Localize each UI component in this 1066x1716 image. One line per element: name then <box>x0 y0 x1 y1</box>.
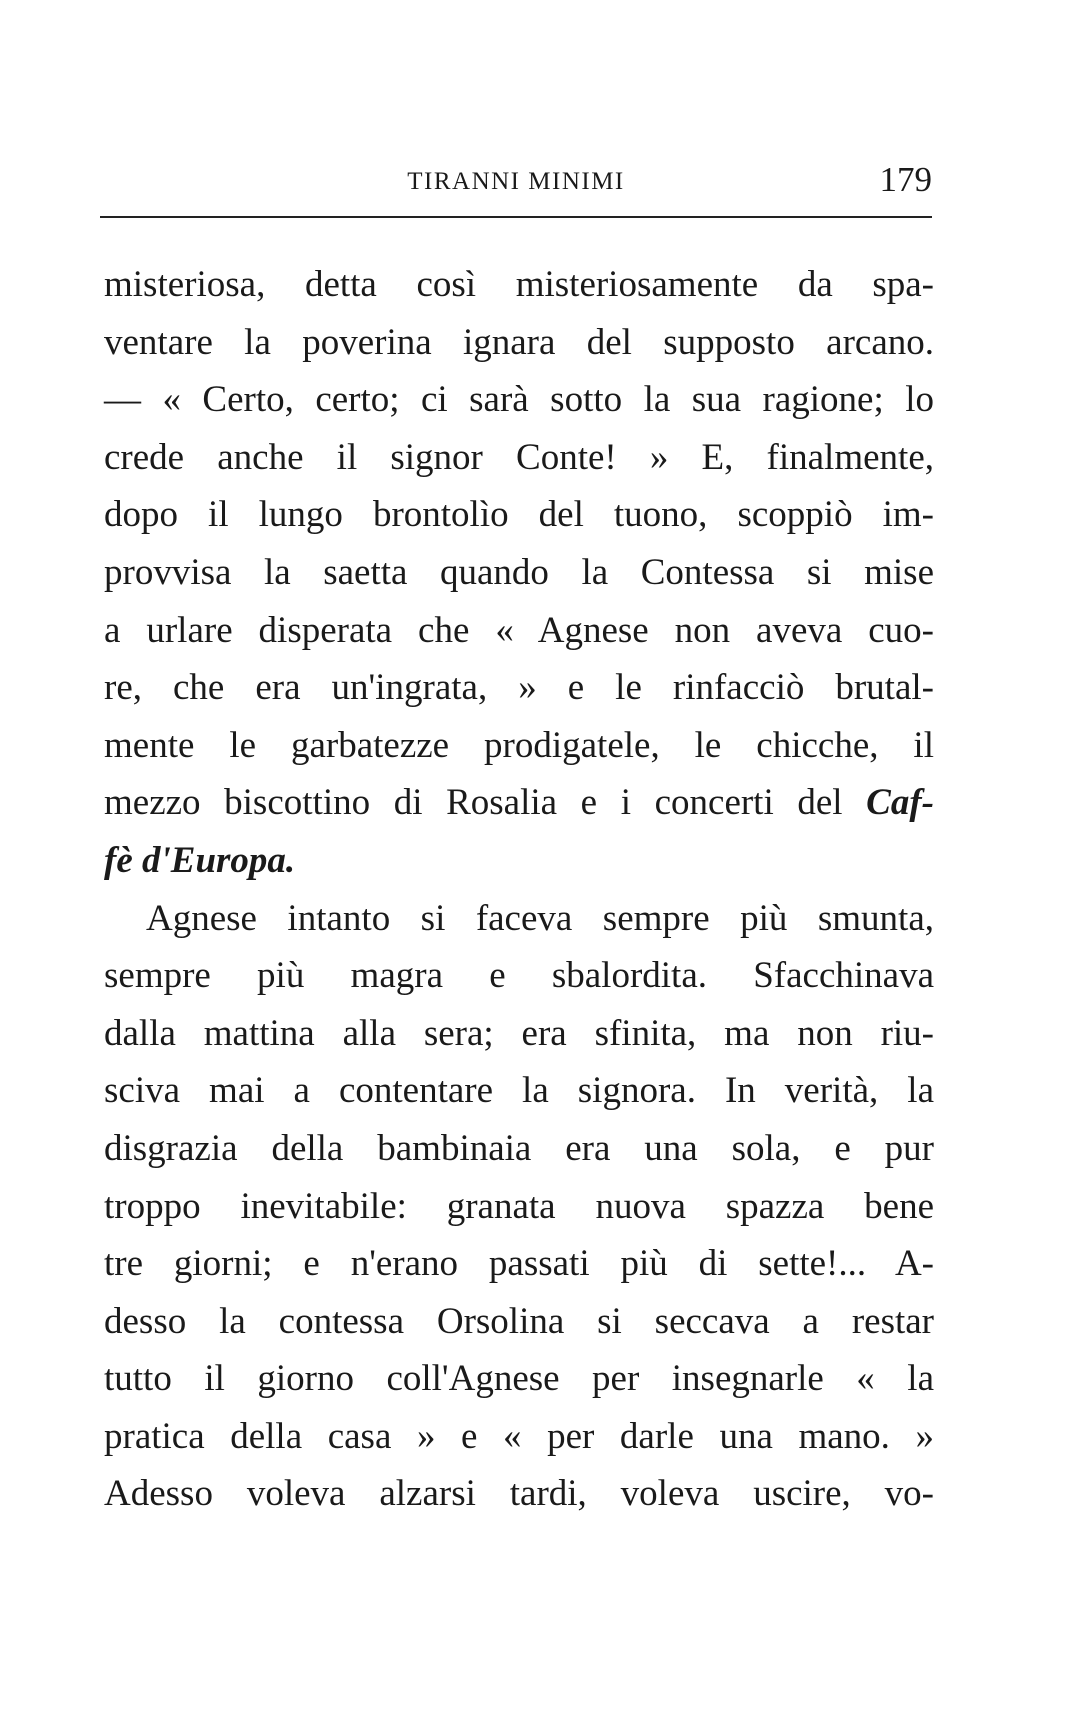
text-line: a urlare disperata che « Agnese non aveva cuo- <box>104 609 934 651</box>
text-line: tutto il giorno coll'Agnese per insegnarle « la <box>104 1358 934 1400</box>
text-line: tre giorni; e n'erano passati più di sette!... A- <box>104 1243 934 1285</box>
text-line: crede anche il signor Conte! » E, finalmente, <box>104 436 934 478</box>
text-line: ventare la poverina ignara del supposto arcano. <box>104 321 934 363</box>
text-line: troppo inevitabile: granata nuova spazza bene <box>104 1185 934 1227</box>
text-line: sciva mai a contentare la signora. In verità, la <box>104 1070 934 1112</box>
text-line <box>104 832 934 890</box>
header-rule <box>100 216 932 218</box>
text-line: provvisa la saetta quando la Contessa si mise <box>104 551 934 593</box>
page-number: 179 <box>879 160 932 199</box>
body-text <box>104 256 934 1523</box>
text-line: — « Certo, certo; ci sarà sotto la sua ragione; lo <box>104 379 934 421</box>
text-line <box>104 774 934 832</box>
italic-text: fè d'Europa. <box>104 839 296 881</box>
italic-text: Caf- <box>866 782 934 824</box>
text-line: re, che era un'ingrata, » e le rinfacciò brutal- <box>104 667 934 709</box>
text-segment: mezzo biscottino di Rosalia e i concerti del <box>104 782 843 824</box>
running-title: TIRANNI MINIMI <box>407 168 625 195</box>
text-line: disgrazia della bambinaia era una sola, e pur <box>104 1127 934 1169</box>
paragraph-first-line: Agnese intanto si faceva sempre più smunta, <box>146 897 934 939</box>
text-line: desso la contessa Orsolina si seccava a restar <box>104 1300 934 1342</box>
text-line: pratica della casa » e « per darle una mano. » <box>104 1415 934 1457</box>
text-line: mente le garbatezze prodigatele, le chicche, il <box>104 724 934 766</box>
text-line: sempre più magra e sbalordita. Sfacchinava <box>104 955 934 997</box>
running-head <box>100 160 932 200</box>
text-line: dopo il lungo brontolìo del tuono, scoppiò im- <box>104 494 934 536</box>
text-line: misteriosa, detta così misteriosamente da spa- <box>104 264 934 305</box>
text-line: dalla mattina alla sera; era sfinita, ma non riu- <box>104 1012 934 1054</box>
text-line: Adesso voleva alzarsi tardi, voleva uscire, vo- <box>104 1473 934 1515</box>
